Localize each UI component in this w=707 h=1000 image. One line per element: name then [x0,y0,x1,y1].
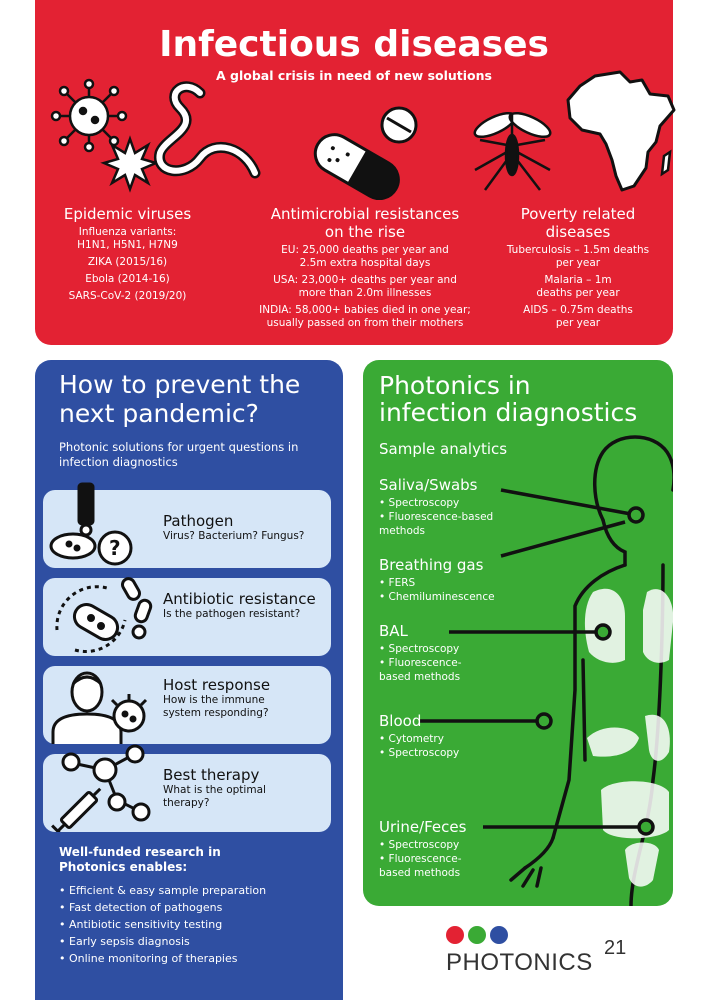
saliva-title: Saliva/Swabs [379,476,478,494]
ebola-line: Ebola (2014-16) [85,273,170,285]
africa-map-icon [560,68,680,198]
aids-stat: AIDS – 0.75m deaths per year [523,304,633,329]
enables-item: • Antibiotic sensitivity testing [59,916,266,933]
pathogen-text: Virus? Bacterium? Fungus? [163,530,305,542]
microscope-icon [43,478,153,570]
antimicrobial-heading-2: on the rise [324,223,406,241]
prevent-pandemic-panel [35,360,343,1000]
svg-text:?: ? [109,536,121,560]
bal-method: • Fluorescence-based methods [379,656,474,684]
blood-method: • Cytometry [379,732,459,746]
bal-method: • Spectroscopy [379,642,474,656]
urine-feces-method: • Spectroscopy [379,838,474,852]
best-therapy-title: Best therapy [163,766,260,784]
poverty-column [503,205,653,334]
prevent-title-line-1: How to prevent the [59,370,301,399]
poverty-heading-1: Poverty related [520,205,636,223]
host-response-title: Host response [163,676,271,694]
breathing-gas-title: Breathing gas [379,556,484,574]
blood-section [379,712,459,760]
photonics-diagnostics-panel [363,360,673,906]
logo-superscript: 21 [604,937,627,959]
prevent-intro: Photonic solutions for urgent questions in infection diagnostics [59,440,299,469]
host-response-card [43,666,331,744]
zika-line: ZIKA (2015/16) [87,256,168,268]
person-immune-icon [51,662,161,744]
ebola-virus-icon [145,78,265,188]
breathing-gas-section [379,556,495,604]
influenza-label: Influenza variants: [78,226,177,238]
antimicrobial-heading-1: Antimicrobial resistances [270,205,460,223]
epidemic-viruses-heading: Epidemic viruses [63,205,192,223]
tuberculosis-stat: Tuberculosis – 1.5m deaths per year [506,244,650,269]
epidemic-viruses-column [35,205,220,307]
antibiotic-card [43,578,331,656]
main-title: Infectious diseases [159,24,549,65]
prevent-title [59,370,300,428]
enables-item: • Online monitoring of therapies [59,950,266,967]
logo-dots-icon [446,925,516,945]
usa-stat: USA: 23,000+ deaths per year and more than 2.0m illnesses [273,274,457,299]
photonics-title-line-1: Photonics in [379,371,531,400]
infectious-diseases-panel [35,0,673,345]
antibiotic-text: Is the pathogen resistant? [163,608,301,620]
urine-feces-title: Urine/Feces [379,818,467,836]
breathing-gas-method: • Chemiluminescence [379,590,495,604]
influenza-variants: H1N1, H5N1, H7N9 [77,239,178,251]
host-response-text: How is the immune system responding? [163,694,269,719]
logo-text: PHOTONICS [446,949,593,976]
photonics-title [379,372,637,426]
poverty-heading-2: diseases [545,223,611,241]
blood-method: • Spectroscopy [379,746,459,760]
bal-title: BAL [379,622,408,640]
best-therapy-text: What is the optimal therapy? [163,784,266,809]
urine-feces-section [379,818,474,880]
sars-line: SARS-CoV-2 (2019/20) [68,290,187,302]
pill-icon [297,100,437,200]
enables-item: • Fast detection of pathogens [59,899,266,916]
india-stat: INDIA: 58,000+ babies died in one year; usually passed on from their mothers [259,304,471,329]
saliva-section [379,476,519,538]
saliva-method: • Fluorescence-based methods [379,510,519,538]
bal-section [379,622,474,684]
eu-stat: EU: 25,000 deaths per year and 2.5m extra hospital days [281,244,449,269]
enables-item: • Early sepsis diagnosis [59,933,266,950]
enables-item: • Efficient & easy sample preparation [59,882,266,899]
blood-title: Blood [379,712,422,730]
sample-analytics-label: Sample analytics [379,440,508,458]
antibiotic-title: Antibiotic resistance [163,590,316,608]
enables-list [59,882,266,967]
photonics21-logo [446,925,646,985]
bacterium-pills-icon [47,570,159,660]
pathogen-title: Pathogen [163,512,234,530]
main-subtitle: A global crisis in need of new solutions [216,68,492,83]
pathogen-card [43,490,331,568]
breathing-gas-method: • FERS [379,576,495,590]
antimicrobial-column [250,205,480,334]
prevent-title-line-2: next pandemic? [59,399,259,428]
urine-feces-method: • Fluorescence-based methods [379,852,474,880]
best-therapy-card [43,754,331,832]
malaria-stat: Malaria – 1m deaths per year [536,274,620,299]
photonics-title-line-2: infection diagnostics [379,398,638,427]
mosquito-icon [465,100,560,195]
enables-title: Well-funded research in Photonics enables: [59,845,221,874]
saliva-method: • Spectroscopy [379,496,519,510]
molecule-syringe-icon [47,744,159,832]
